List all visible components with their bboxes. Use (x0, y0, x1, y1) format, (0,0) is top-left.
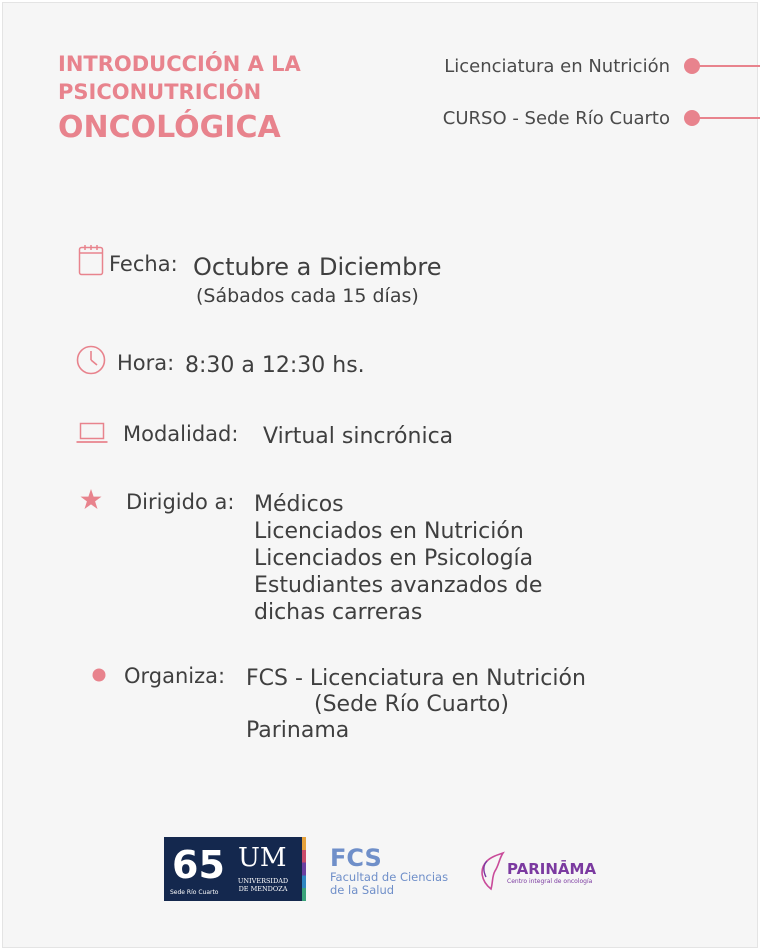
fcs-sub-line-2: de la Salud (330, 883, 395, 897)
star-icon (80, 489, 102, 510)
organiza-line-1: FCS - Licenciatura en Nutrición (246, 666, 586, 691)
title-line-3: ONCOLÓGICA (58, 110, 281, 145)
list-item: Médicos (254, 492, 344, 517)
fcs-logo-title: FCS (330, 844, 382, 872)
fecha-label: Fecha: (109, 252, 178, 276)
fcs-logo-subtitle (330, 871, 448, 897)
hora-label: Hora: (117, 351, 175, 375)
organiza-line-2: (Sede Río Cuarto) (314, 692, 509, 717)
um-logo (164, 837, 306, 901)
um-letters: UM (238, 843, 287, 873)
title-line-2: PSICONUTRICIÓN (58, 80, 262, 104)
modalidad-value: Virtual sincrónica (263, 424, 454, 449)
program-tag: Licenciatura en Nutrición (444, 56, 670, 77)
fecha-value: Octubre a Diciembre (193, 253, 442, 281)
dirigido-list (254, 491, 542, 626)
um-color-stripe (302, 837, 306, 901)
calendar-icon (78, 244, 104, 276)
title-line-1: INTRODUCCIÓN A LA (58, 52, 301, 76)
dirigido-label: Dirigido a: (126, 490, 235, 514)
parinama-name: PARINĀMA (507, 860, 597, 878)
accent-dot-line-icon (692, 65, 760, 67)
fecha-note: (Sábados cada 15 días) (196, 285, 419, 307)
parinama-subtitle: Centro integral de oncología (507, 878, 593, 885)
list-item: dichas carreras (254, 600, 423, 625)
fcs-sub-line-1: Facultad de Ciencias (330, 870, 449, 884)
organiza-label: Organiza: (124, 664, 226, 688)
laptop-icon (76, 422, 108, 444)
modalidad-label: Modalidad: (123, 422, 239, 446)
parinama-logo-icon (477, 851, 507, 891)
course-tag: CURSO - Sede Río Cuarto (442, 108, 670, 129)
clock-icon (76, 345, 106, 375)
list-item: Licenciados en Nutrición (254, 519, 524, 544)
accent-dot-line-icon (692, 117, 760, 119)
bullet-dot-icon (92, 668, 106, 682)
hora-value: 8:30 a 12:30 hs. (185, 353, 365, 378)
um-subtitle: UNIVERSIDAD DE MENDOZA (237, 877, 289, 893)
list-item: Licenciados en Psicología (254, 546, 534, 571)
organiza-line-3: Parinama (246, 718, 350, 743)
um-65-mark: 65 (172, 843, 225, 887)
list-item: Estudiantes avanzados de (254, 573, 543, 598)
um-sede-text: Sede Río Cuarto (170, 889, 219, 896)
